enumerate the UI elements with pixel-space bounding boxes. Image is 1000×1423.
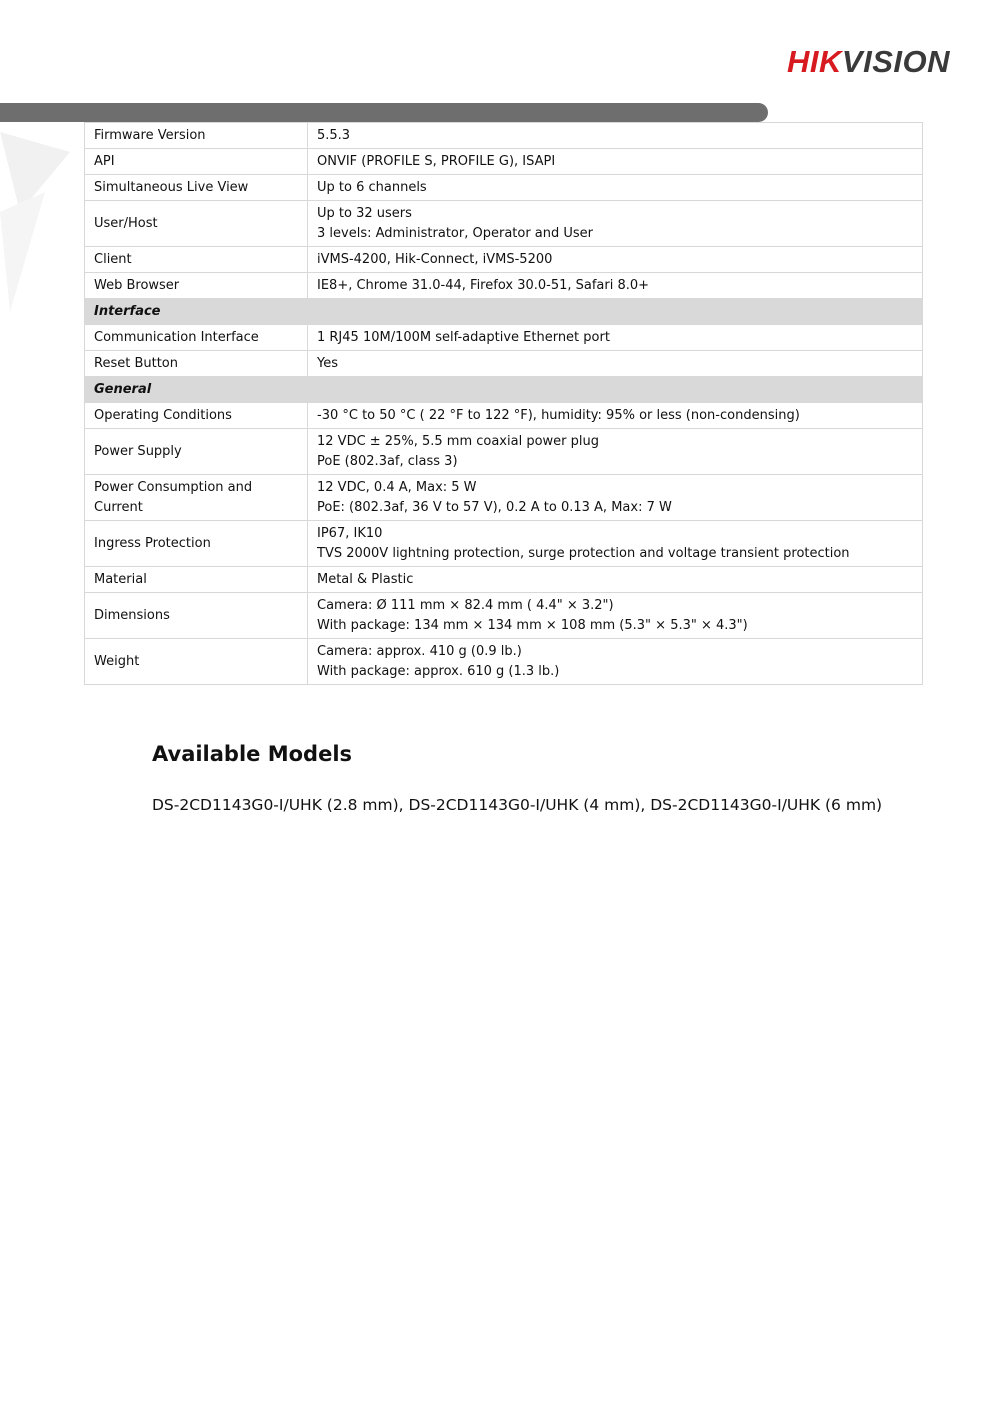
logo-part-hik: HIK [787, 44, 842, 79]
value-line: TVS 2000V lightning protection, surge protection and voltage transient protection [317, 545, 850, 561]
value-line: Up to 32 users [317, 205, 412, 221]
table-row [85, 325, 923, 351]
row-label: Reset Button [85, 351, 308, 377]
section-title: Interface [85, 299, 923, 325]
value-line: With package: approx. 610 g (1.3 lb.) [317, 663, 560, 679]
row-label: Ingress Protection [85, 521, 308, 567]
available-models-heading: Available Models [152, 742, 353, 766]
row-value: IE8+, Chrome 31.0-44, Firefox 30.0-51, Safari 8.0+ [308, 273, 923, 299]
row-value: Yes [308, 351, 923, 377]
table-row [85, 201, 923, 247]
row-label: Weight [85, 639, 308, 685]
row-value: iVMS-4200, Hik-Connect, iVMS-5200 [308, 247, 923, 273]
watermark-graphic [0, 122, 80, 322]
section-title: General [85, 377, 923, 403]
row-label: Client [85, 247, 308, 273]
section-header-general [85, 377, 923, 403]
table-row [85, 175, 923, 201]
table-row [85, 593, 923, 639]
row-value: 5.5.3 [308, 123, 923, 149]
value-line: PoE (802.3af, class 3) [317, 453, 458, 469]
row-value [308, 429, 923, 475]
logo-part-vision: VISION [841, 44, 950, 79]
table-row [85, 351, 923, 377]
table-row [85, 521, 923, 567]
row-label: Operating Conditions [85, 403, 308, 429]
row-label: Power Consumption and Current [85, 475, 308, 521]
table-row [85, 429, 923, 475]
row-label: Simultaneous Live View [85, 175, 308, 201]
table-row [85, 403, 923, 429]
value-line: PoE: (802.3af, 36 V to 57 V), 0.2 A to 0.13 A, Max: 7 W [317, 499, 672, 515]
spec-table [84, 122, 923, 685]
section-header-interface [85, 299, 923, 325]
row-label: Dimensions [85, 593, 308, 639]
row-value: Metal & Plastic [308, 567, 923, 593]
table-row [85, 149, 923, 175]
value-line: 12 VDC ± 25%, 5.5 mm coaxial power plug [317, 433, 599, 449]
row-value: Up to 6 channels [308, 175, 923, 201]
row-label: Power Supply [85, 429, 308, 475]
value-line: Camera: Ø 111 mm × 82.4 mm ( 4.4" × 3.2") [317, 597, 614, 613]
value-line: IP67, IK10 [317, 525, 383, 541]
row-value [308, 475, 923, 521]
value-line: 12 VDC, 0.4 A, Max: 5 W [317, 479, 477, 495]
row-value: 1 RJ45 10M/100M self-adaptive Ethernet port [308, 325, 923, 351]
table-row [85, 273, 923, 299]
row-value: -30 °C to 50 °C ( 22 °F to 122 °F), humidity: 95% or less (non-condensing) [308, 403, 923, 429]
row-value [308, 593, 923, 639]
header-bar [0, 103, 768, 122]
row-value [308, 639, 923, 685]
row-label: Communication Interface [85, 325, 308, 351]
row-label: Material [85, 567, 308, 593]
table-row [85, 475, 923, 521]
available-models-list: DS-2CD1143G0-I/UHK (2.8 mm), DS-2CD1143G0-I/UHK (4 mm), DS-2CD1143G0-I/UHK (6 mm) [152, 796, 883, 814]
row-label: User/Host [85, 201, 308, 247]
value-line: With package: 134 mm × 134 mm × 108 mm (5.3" × 5.3" × 4.3") [317, 617, 748, 633]
value-line: Camera: approx. 410 g (0.9 lb.) [317, 643, 522, 659]
value-line: 3 levels: Administrator, Operator and User [317, 225, 594, 241]
row-label: Firmware Version [85, 123, 308, 149]
table-row [85, 123, 923, 149]
row-label: API [85, 149, 308, 175]
row-value [308, 201, 923, 247]
table-row [85, 247, 923, 273]
hikvision-logo [787, 46, 950, 77]
table-row [85, 567, 923, 593]
row-label: Web Browser [85, 273, 308, 299]
table-row [85, 639, 923, 685]
row-value [308, 521, 923, 567]
row-value: ONVIF (PROFILE S, PROFILE G), ISAPI [308, 149, 923, 175]
